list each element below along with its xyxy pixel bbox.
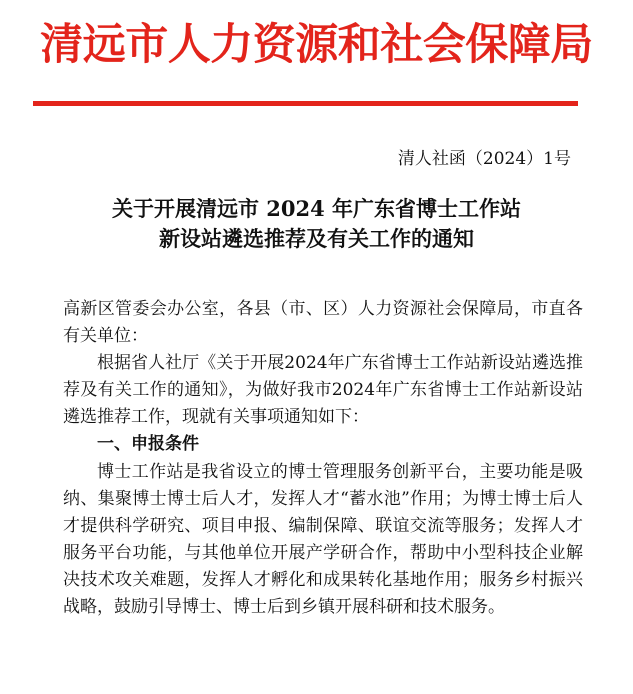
document-number: 清人社函（2024）1号 [397,149,571,169]
document-body [63,296,583,621]
section-heading-1: 一、申报条件 [97,434,199,455]
section-1-paragraph: 博士工作站是我省设立的博士管理服务创新平台，主要功能是吸纳、集聚博士博士后人才，发挥人才“蓄水池”作用；为博士博士后人才提供科学研究、项目申报、编制保障、联谊交流等服务；发挥人才服务平台功能，与其他单位开展产学研合作，帮助中小型科技企业解决技术攻关难题，发挥人才孵化和成果转化基地作用；服务乡村振兴战略，鼓励引导博士、博士后到乡镇开展科研和技术服务。 [63,461,583,618]
issuing-authority-header: 清远市人力资源和社会保障局 [40,20,593,70]
addressee-paragraph: 高新区管委会办公室，各县（市、区）人力资源社会保障局，市直各有关单位： [63,299,583,347]
document-title [0,194,633,254]
document-title-line-2: 新设站遴选推荐及有关工作的通知 [159,226,474,251]
intro-paragraph: 根据省人社厅《关于开展2024年广东省博士工作站新设站遴选推荐及有关工作的通知》，为做好我市2024年广东省博士工作站新设站遴选推荐工作，现就有关事项通知如下： [63,353,583,428]
header-red-rule [33,101,578,106]
document-title-line-1: 关于开展清远市 2024 年广东省博士工作站 [111,196,522,221]
